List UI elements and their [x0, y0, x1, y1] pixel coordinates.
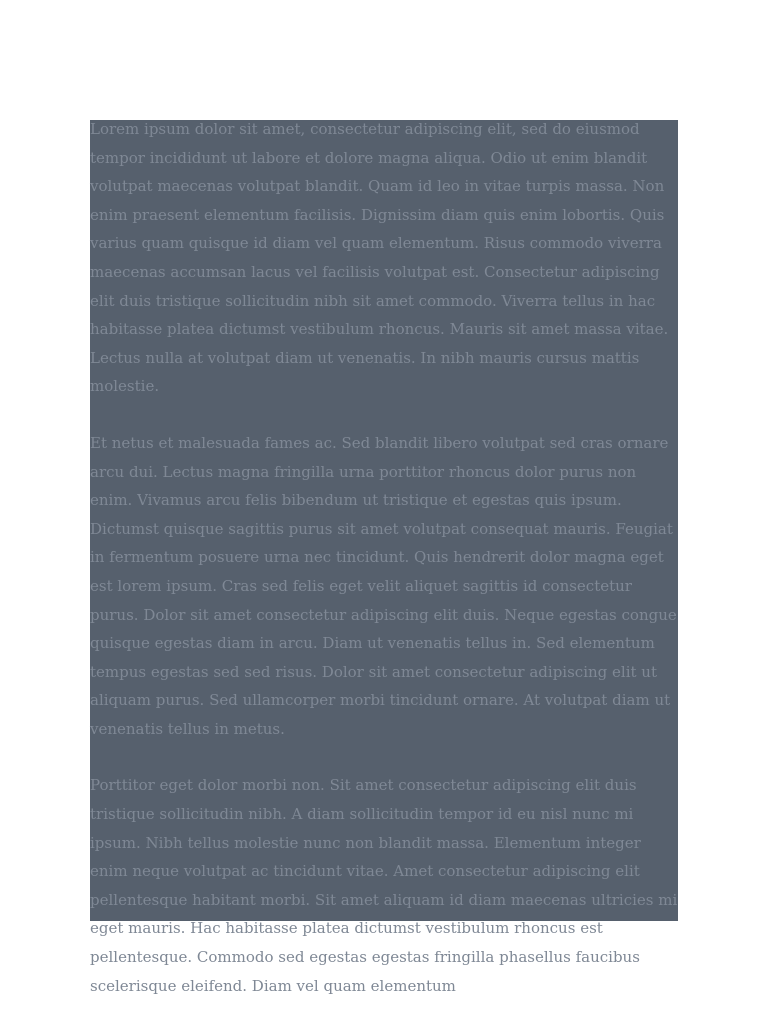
paragraph-3: Porttitor eget dolor morbi non. Sit amet consectetur adipiscing elit duis tristique sollicitudin nibh. A diam sollicitudin tempor id eu nisl nunc mi ipsum. Nibh tellus molestie nunc non blandit massa. Elementum integer enim neque volutpat ac tincidunt vitae. Amet consectetur adipiscing elit pellentesque habitant morbi. Sit amet aliquam id diam maecenas ultricies mi eget mauris. Hac habitasse platea dictumst vestibulum rhoncus est pellentesque. Commodo sed egestas egestas fringilla phasellus faucibus scelerisque eleifend. Diam vel quam elementum — [90, 776, 678, 995]
paragraph-2: Et netus et malesuada fames ac. Sed blandit libero volutpat sed cras ornare arcu dui. Lectus magna fringilla urna porttitor rhoncus dolor purus non enim. Vivamus arcu felis bibendum ut tristique et egestas quis ipsum. Dictumst quisque sagittis purus sit amet volutpat consequat mauris. Feugiat in fermentum posuere urna nec tincidunt. Quis hendrerit dolor magna eget est lorem ipsum. Cras sed felis eget velit aliquet sagittis id consectetur purus. Dolor sit amet consectetur adipiscing elit duis. Neque egestas congue quisque egestas diam in arcu. Diam ut venenatis tellus in. Sed elementum tempus egestas sed sed risus. Dolor sit amet consectetur adipiscing elit ut aliquam purus. Sed ullamcorper morbi tincidunt ornare. At volutpat diam ut venenatis tellus in metus. — [90, 433, 677, 738]
paragraph-1: Lorem ipsum dolor sit amet, consectetur adipiscing elit, sed do eiusmod tempor incididunt ut labore et dolore magna aliqua. Odio ut enim blandit volutpat maecenas volutpat blandit. Quam id leo in vitae turpis massa. Non enim praesent elementum facilisis. Dignissim diam quis enim lobortis. Quis varius quam quisque id diam vel quam elementum. Risus commodo viverra maecenas accumsan lacus vel facilisis volutpat est. Consectetur adipiscing elit duis tristique sollicitudin nibh sit amet commodo. Viverra tellus in hac habitasse platea dictumst vestibulum rhoncus. Mauris sit amet massa vitae. Lectus nulla at volutpat diam ut venenatis. In nibh mauris cursus mattis molestie. — [90, 120, 669, 396]
text-panel — [90, 120, 678, 995]
